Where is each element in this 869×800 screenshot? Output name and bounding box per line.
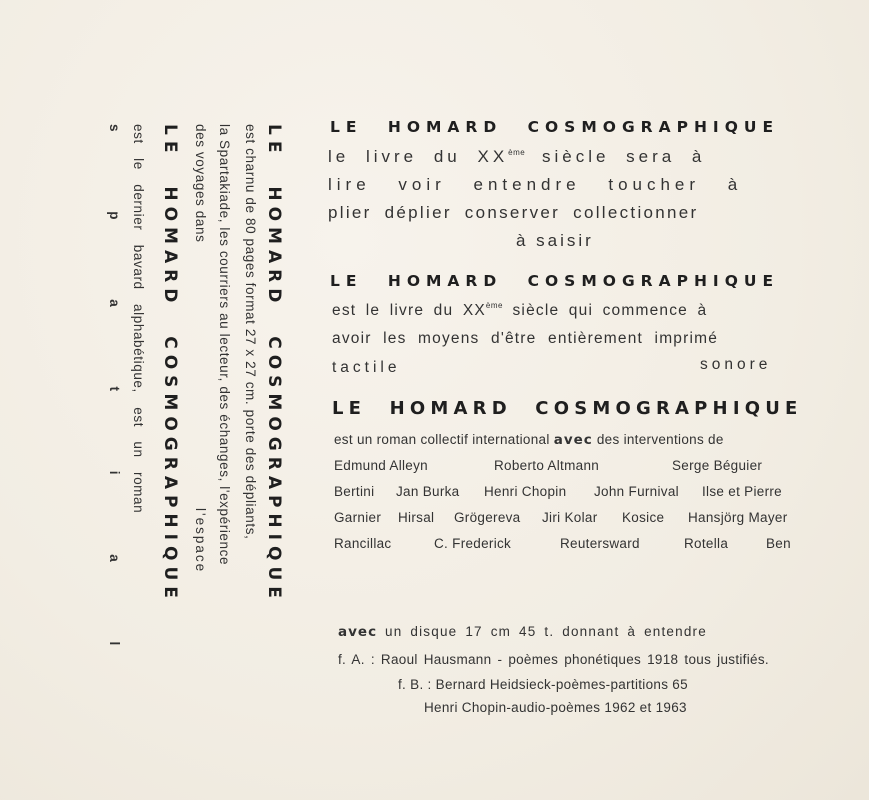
block1-line2: lire voir entendre toucher à bbox=[328, 175, 743, 194]
name: Serge Béguier bbox=[672, 458, 763, 473]
names-row-4 bbox=[334, 536, 791, 551]
block1-title: LE HOMARD COSMOGRAPHIQUE bbox=[330, 118, 780, 136]
disc-line1: avec un disque 17 cm 45 t. donnant à entendre bbox=[338, 624, 707, 640]
vertical-title-2: LE HOMARD COSMOGRAPHIQUE bbox=[160, 124, 180, 604]
vertical-line-1: est charnu de 80 pages format 27 x 27 cm. porte des dépliants, bbox=[243, 124, 258, 540]
name: Hirsal bbox=[398, 510, 435, 525]
name: C. Frederick bbox=[434, 536, 512, 551]
block1-line4: à saisir bbox=[516, 231, 594, 250]
block1-line1: le livre du XXème siècle sera à bbox=[328, 147, 706, 166]
name: John Furnival bbox=[594, 484, 679, 499]
block2-line3a: tactile bbox=[332, 359, 401, 376]
name: Bertini bbox=[334, 484, 375, 499]
name: Reutersward bbox=[560, 536, 640, 551]
block2-line1: est le livre du XXème siècle qui commence à bbox=[332, 301, 708, 319]
block2-line2: avoir les moyens d'être entièrement imprimé bbox=[332, 330, 719, 347]
block2-title: LE HOMARD COSMOGRAPHIQUE bbox=[330, 272, 780, 290]
name: Ben bbox=[766, 536, 791, 551]
name: Edmund Alleyn bbox=[334, 458, 428, 473]
name: Jan Burka bbox=[396, 484, 460, 499]
name: Rotella bbox=[684, 536, 729, 551]
name: Grögereva bbox=[454, 510, 521, 525]
name: Jiri Kolar bbox=[542, 510, 598, 525]
block1-line3: plier déplier conserver collectionner bbox=[328, 203, 699, 222]
vertical-spatial: s p a t i a l bbox=[107, 124, 122, 666]
name: Garnier bbox=[334, 510, 382, 525]
vertical-line-3b: l'espace bbox=[193, 508, 208, 574]
name: Hansjörg Mayer bbox=[688, 510, 788, 525]
vertical-title-1: LE HOMARD COSMOGRAPHIQUE bbox=[264, 124, 284, 604]
block3-line1: est un roman collectif international avec des interventions de bbox=[334, 432, 724, 448]
vertical-line-3a: des voyages dans bbox=[193, 124, 208, 243]
names-row-1 bbox=[334, 458, 762, 473]
name: Rancillac bbox=[334, 536, 392, 551]
name: Kosice bbox=[622, 510, 665, 525]
name: Roberto Altmann bbox=[494, 458, 600, 473]
block3-title: LE HOMARD COSMOGRAPHIQUE bbox=[332, 398, 803, 419]
vertical-line-2: la Spartakiade, les courriers au lecteur, des échanges, l'expérience bbox=[217, 124, 232, 566]
names-row-2 bbox=[334, 484, 782, 499]
vertical-line-4: est le dernier bavard alphabétique, est un roman bbox=[131, 124, 146, 514]
disc-line3: f. B. : Bernard Heidsieck-poèmes-partitions 65 bbox=[398, 677, 688, 692]
disc-line4: Henri Chopin-audio-poèmes 1962 et 1963 bbox=[424, 700, 687, 715]
block2-line3b: sonore bbox=[700, 356, 772, 373]
name: Ilse et Pierre bbox=[702, 484, 782, 499]
names-row-3 bbox=[334, 510, 787, 525]
disc-line2: f. A. : Raoul Hausmann - poèmes phonétiques 1918 tous justifiés. bbox=[338, 652, 769, 667]
name: Henri Chopin bbox=[484, 484, 567, 499]
